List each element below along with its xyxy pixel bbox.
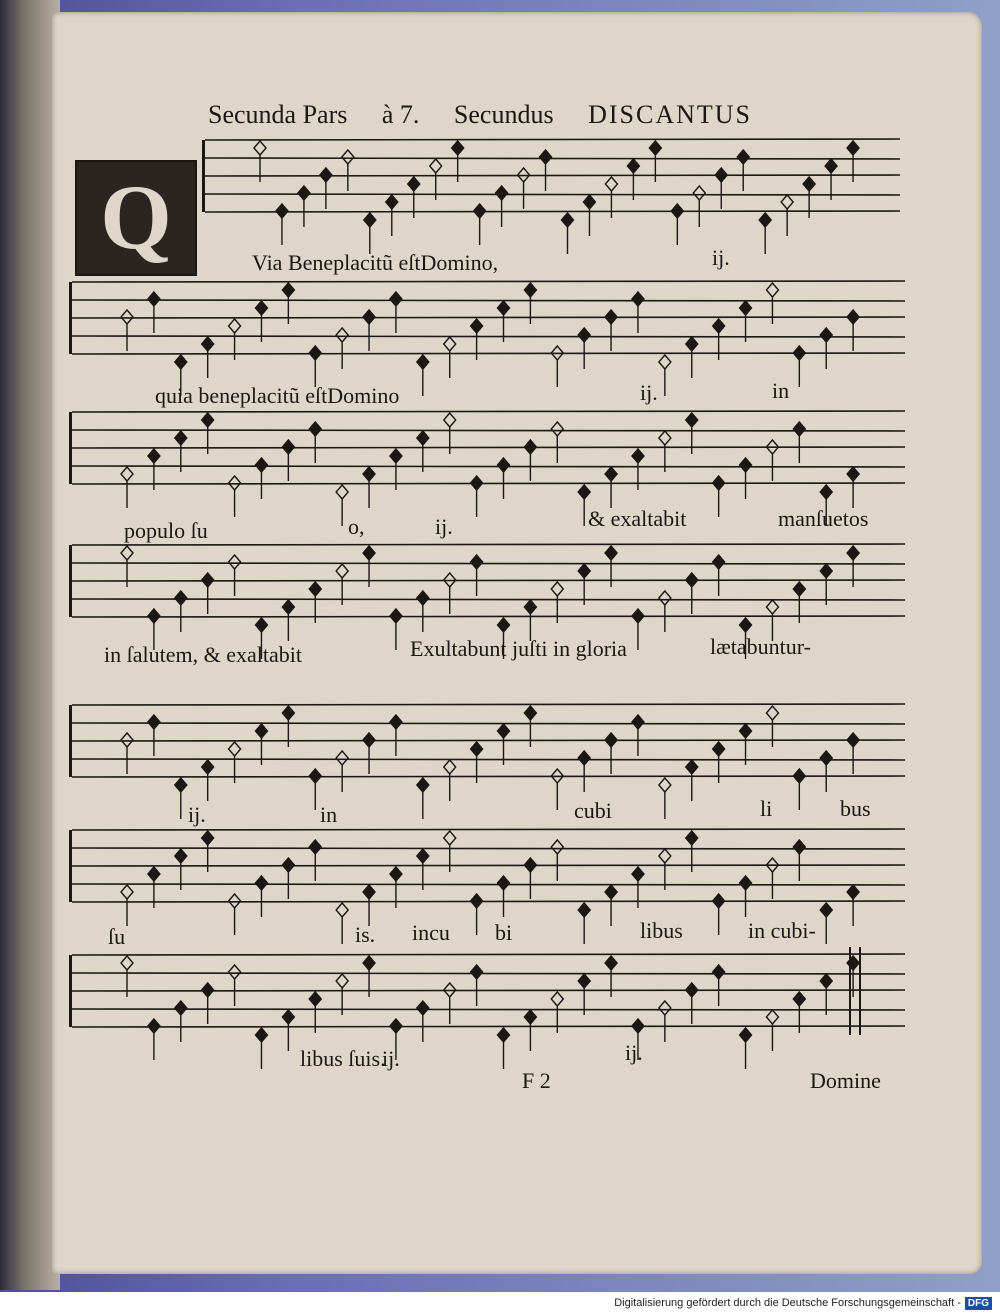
signature-mark: F 2	[522, 1068, 551, 1093]
lyric-9: & exaltabit	[588, 506, 687, 531]
voices-label: à 7.	[381, 100, 420, 129]
lyric-26: ij.	[382, 1046, 400, 1071]
lyric-19: ſu	[108, 924, 126, 949]
lyric-10: manſuetos	[778, 506, 869, 531]
lyric-7: o,	[348, 514, 365, 539]
lyric-8: ij.	[435, 514, 453, 539]
lyric-11: in ſalutem, & exaltabit	[104, 642, 302, 667]
lyric-18: bus	[840, 796, 871, 821]
lyric-16: cubi	[574, 798, 612, 823]
credit-text: Digitalisierung gefördert durch die Deutsche Forschungsgemeinschaft -	[614, 1297, 961, 1309]
part-label: Secunda Pars	[208, 100, 348, 129]
lyric-15: in	[320, 802, 338, 827]
staff-7	[69, 954, 905, 1069]
staff-1	[202, 139, 900, 254]
lyric-13: lætabuntur-	[710, 634, 811, 659]
lyric-20: is.	[355, 922, 376, 947]
lyric-2: ij.	[712, 245, 730, 270]
credit-bar	[0, 1292, 1000, 1314]
lyric-22: bi	[495, 920, 513, 945]
voice-name-b: DISCANTUS	[588, 100, 752, 129]
lyric-25: libus ſuis.	[300, 1046, 386, 1071]
catchword: Domine	[810, 1068, 881, 1093]
lyric-4: ij.	[640, 380, 658, 405]
voice-name-a: Secundus	[453, 100, 554, 129]
lyric-12: Exultabunt juſti in gloria	[410, 636, 627, 661]
lyric-6: populo ſu	[124, 518, 208, 543]
lyric-3: quia beneplacitũ eſtDomino	[155, 383, 400, 408]
lyric-17: li	[760, 796, 773, 821]
lyric-27: ij.	[625, 1040, 643, 1065]
lyric-23: libus	[640, 918, 683, 943]
lyric-24: in cubi-	[748, 918, 816, 943]
lyric-1: Via Beneplacitũ eſtDomino,	[252, 250, 499, 275]
lyric-5: in	[772, 378, 790, 403]
dfg-logo: DFG	[965, 1297, 992, 1310]
lyric-14: ij.	[188, 802, 206, 827]
initial-letter: Q	[100, 166, 172, 268]
lyric-21: incu	[412, 920, 450, 945]
